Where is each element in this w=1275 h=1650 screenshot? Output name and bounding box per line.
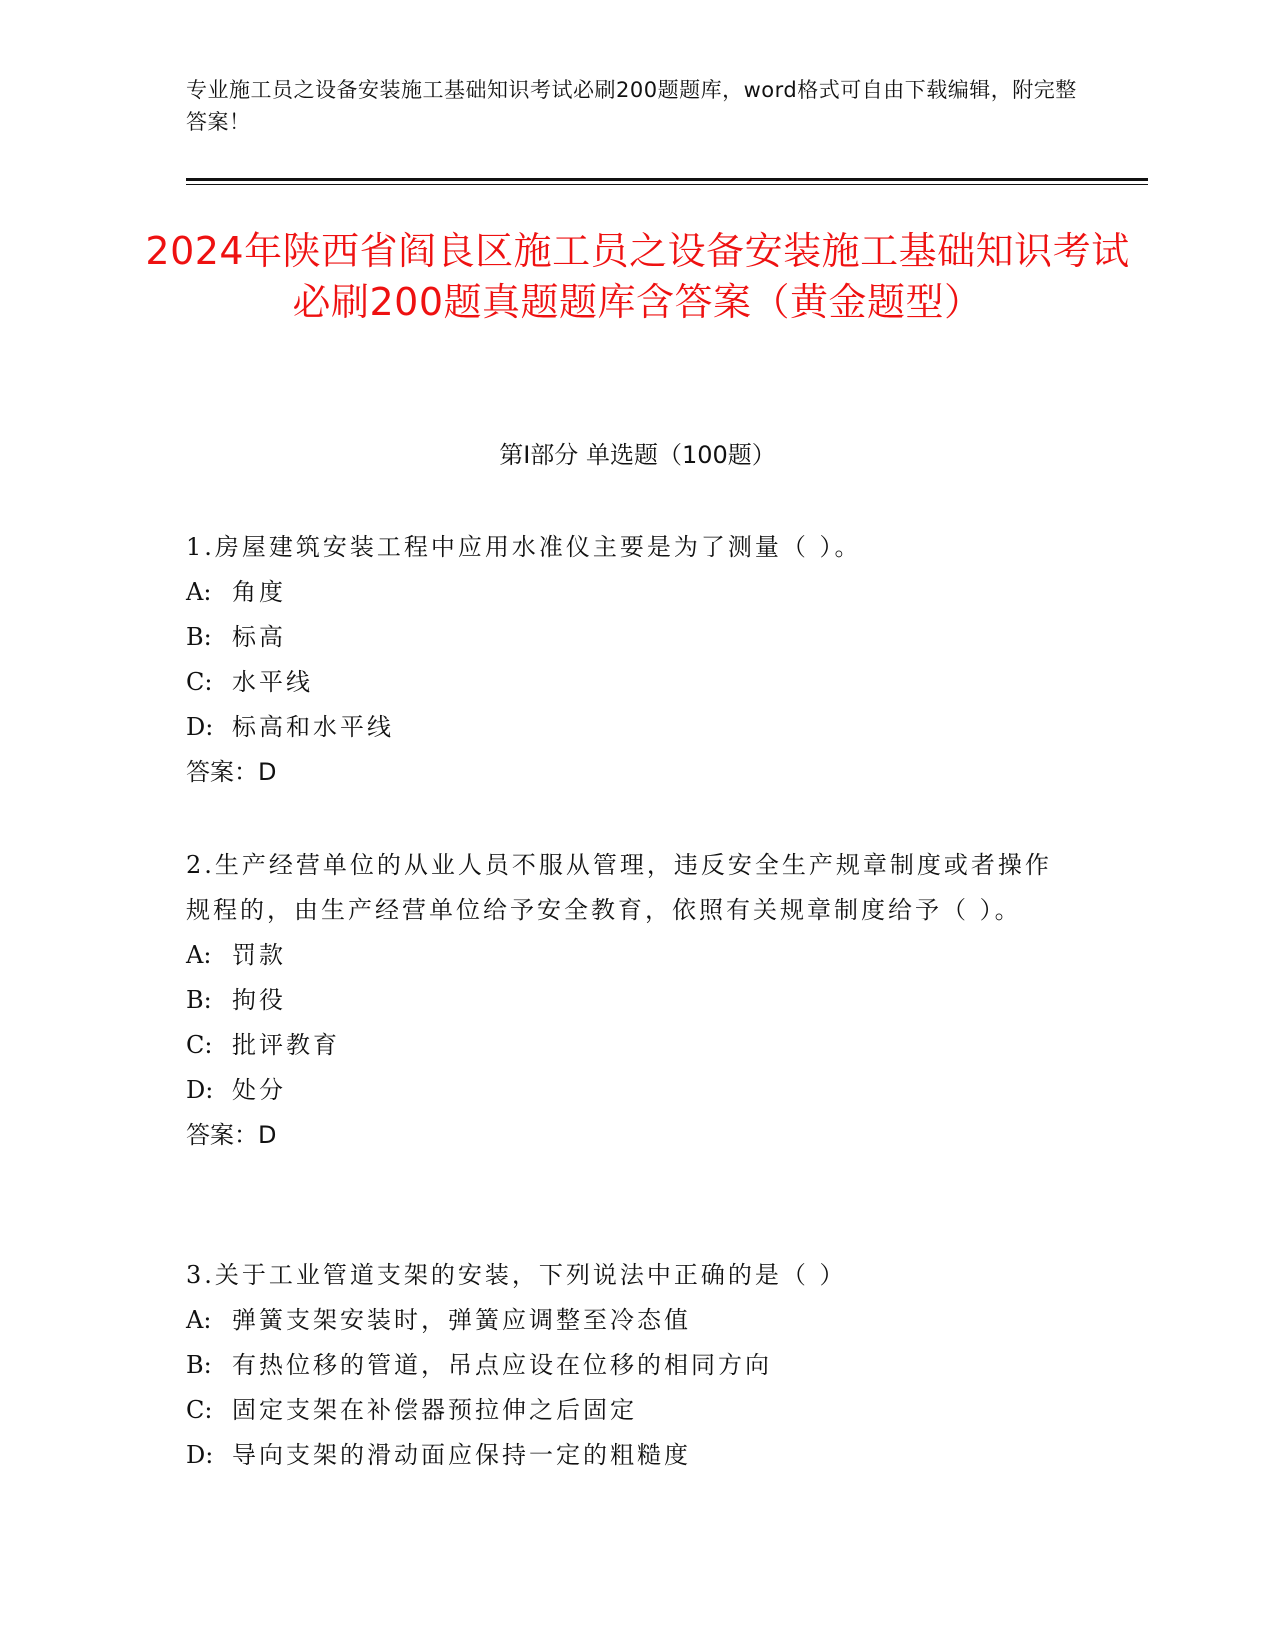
option-key: D: xyxy=(186,1441,214,1469)
option-text: 弹簧支架安装时，弹簧应调整至冷态值 xyxy=(232,1306,691,1334)
option-a xyxy=(186,570,1056,615)
header-rule-thin xyxy=(186,184,1148,185)
option-key: C: xyxy=(186,1031,213,1059)
option-text: 罚款 xyxy=(232,941,286,969)
option-key: B: xyxy=(186,623,212,651)
question-text: 3.关于工业管道支架的安装，下列说法中正确的是（ ） xyxy=(186,1261,847,1289)
option-a xyxy=(186,933,1056,978)
answer-value: D xyxy=(258,1121,277,1149)
answer-value: D xyxy=(258,758,277,786)
option-text: 拘役 xyxy=(232,986,286,1014)
option-key: C: xyxy=(186,668,213,696)
option-c xyxy=(186,1388,1056,1433)
option-key: D: xyxy=(186,1076,214,1104)
question-text: 2.生产经营单位的从业人员不服从管理，违反安全生产规章制度或者操作规程的，由生产经营单位给予安全教育，依照有关规章制度给予（ ）。 xyxy=(186,851,1052,924)
option-text: 标高和水平线 xyxy=(232,713,394,741)
option-key: A: xyxy=(186,578,212,606)
header-rule-thick xyxy=(186,178,1148,181)
option-b xyxy=(186,615,1056,660)
section-heading: 第I部分 单选题（100题） xyxy=(499,441,776,469)
answer-line xyxy=(186,1113,1056,1158)
option-key: B: xyxy=(186,986,212,1014)
answer-label: 答案： xyxy=(186,1121,258,1149)
question-2 xyxy=(186,843,1056,1158)
option-b xyxy=(186,978,1056,1023)
option-d xyxy=(186,1068,1056,1113)
option-text: 固定支架在补偿器预拉伸之后固定 xyxy=(232,1396,637,1424)
option-key: A: xyxy=(186,941,212,969)
answer-line xyxy=(186,750,1056,795)
option-key: A: xyxy=(186,1306,212,1334)
option-text: 有热位移的管道，吊点应设在位移的相同方向 xyxy=(232,1351,772,1379)
option-text: 处分 xyxy=(232,1076,286,1104)
option-text: 导向支架的滑动面应保持一定的粗糙度 xyxy=(232,1441,691,1469)
option-a xyxy=(186,1298,1056,1343)
header-note: 专业施工员之设备安装施工基础知识考试必刷200题题库，word格式可自由下载编辑，附完整答案！ xyxy=(186,78,1077,134)
option-key: B: xyxy=(186,1351,212,1379)
option-d xyxy=(186,1433,1056,1478)
option-d xyxy=(186,705,1056,750)
question-1 xyxy=(186,525,1056,795)
option-text: 批评教育 xyxy=(232,1031,340,1059)
question-3 xyxy=(186,1253,1056,1478)
option-c xyxy=(186,660,1056,705)
option-key: C: xyxy=(186,1396,213,1424)
option-text: 水平线 xyxy=(232,668,313,696)
option-text: 标高 xyxy=(232,623,286,651)
option-b xyxy=(186,1343,1056,1388)
option-text: 角度 xyxy=(232,578,286,606)
option-key: D: xyxy=(186,713,214,741)
document-title: 2024年陕西省阎良区施工员之设备安装施工基础知识考试必刷200题真题题库含答案（黄金题型） xyxy=(145,229,1130,324)
answer-label: 答案： xyxy=(186,758,258,786)
question-text: 1.房屋建筑安装工程中应用水准仪主要是为了测量（ ）。 xyxy=(186,533,862,561)
option-c xyxy=(186,1023,1056,1068)
